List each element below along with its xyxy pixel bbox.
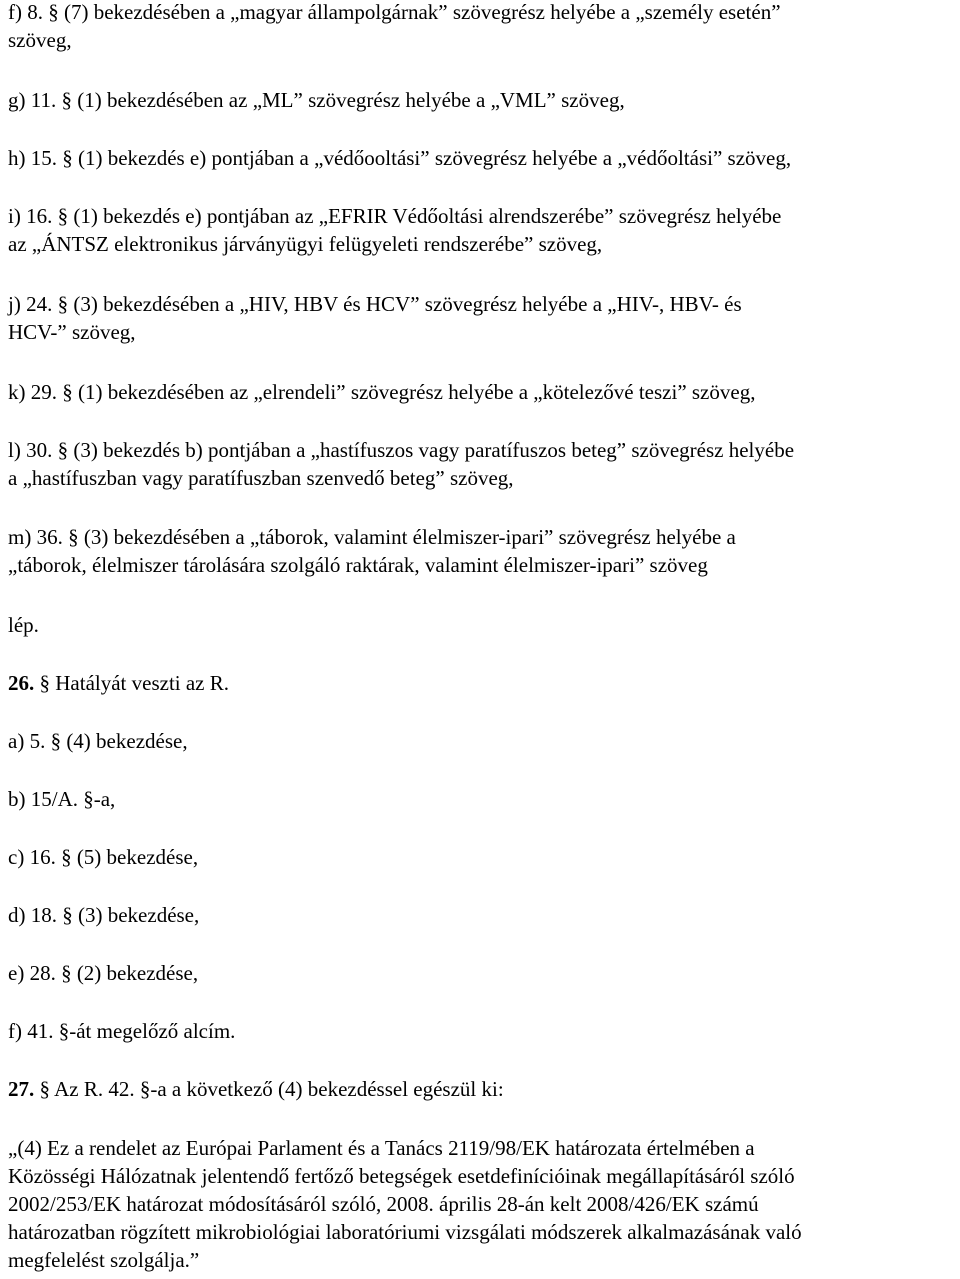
repeal-item-b <box>8 785 956 813</box>
amendment-item-h <box>8 144 956 172</box>
amendment-item-m-line-1: m) 36. § (3) bekezdésében a „táborok, valamint élelmiszer-ipari” szövegrész helyébe a <box>8 525 736 549</box>
repeal-item-f <box>8 1017 956 1045</box>
repeal-item-f-text: f) 41. §-át megelőző alcím. <box>8 1019 236 1043</box>
quoted-paragraph-line-1: „(4) Ez a rendelet az Európai Parlament és a Tanács 2119/98/EK határozata értelmében a <box>8 1136 755 1160</box>
section-26-heading <box>8 669 956 697</box>
amendment-item-l-line-1: l) 30. § (3) bekezdés b) pontjában a „hastífuszos vagy paratífuszos beteg” szövegrész helyébe <box>8 438 795 462</box>
repeal-item-e-text: e) 28. § (2) bekezdése, <box>8 961 199 985</box>
quoted-paragraph-line-3: 2002/253/EK határozat módosításáról szóló, 2008. április 28-án kelt 2008/426/EK számú <box>8 1192 759 1216</box>
amendment-item-j-line-1: j) 24. § (3) bekezdésében a „HIV, HBV és HCV” szövegrész helyébe a „HIV-, HBV- és <box>8 292 742 316</box>
amendment-item-f <box>8 0 956 54</box>
amendment-item-g <box>8 86 956 114</box>
repeal-item-c <box>8 843 956 871</box>
section-27-heading <box>8 1075 956 1103</box>
repeal-item-d <box>8 901 956 929</box>
amendment-closing-text: lép. <box>8 613 39 637</box>
repeal-item-b-text: b) 15/A. §-a, <box>8 787 116 811</box>
repeal-item-d-text: d) 18. § (3) bekezdése, <box>8 903 200 927</box>
section-26-text: § Hatályát veszti az R. <box>39 671 230 695</box>
amendment-item-j <box>8 290 956 346</box>
amendment-item-i-line-2: az „ÁNTSZ elektronikus járványügyi felügyeleti rendszerébe” szöveg, <box>8 232 603 256</box>
quoted-paragraph-4 <box>8 1134 956 1274</box>
amendment-item-k <box>8 378 956 406</box>
amendment-item-g-line-1: g) 11. § (1) bekezdésében az „ML” szövegrész helyébe a „VML” szöveg, <box>8 88 625 112</box>
amendment-item-k-line-1: k) 29. § (1) bekezdésében az „elrendeli” szövegrész helyébe a „kötelezővé teszi” szöveg, <box>8 380 756 404</box>
repeal-item-a <box>8 727 956 755</box>
repeal-item-c-text: c) 16. § (5) bekezdése, <box>8 845 199 869</box>
amendment-item-i <box>8 202 956 258</box>
amendment-item-l <box>8 436 956 492</box>
amendment-item-m <box>8 523 956 579</box>
amendment-item-m-line-2: „táborok, élelmiszer tárolására szolgáló raktárak, valamint élelmiszer-ipari” szöveg <box>8 553 708 577</box>
amendment-item-f-line-2: szöveg, <box>8 28 72 52</box>
section-26-number: 26. <box>8 671 35 695</box>
repeal-item-e <box>8 959 956 987</box>
section-27-number: 27. <box>8 1077 35 1101</box>
quoted-paragraph-line-2: Közösségi Hálózatnak jelentendő fertőző betegségek esetdefinícióinak megállapításáról szóló <box>8 1164 795 1188</box>
repeal-item-a-text: a) 5. § (4) bekezdése, <box>8 729 188 753</box>
quoted-paragraph-line-5: megfelelést szolgálja.” <box>8 1248 200 1272</box>
amendment-item-l-line-2: a „hastífuszban vagy paratífuszban szenvedő beteg” szöveg, <box>8 466 514 490</box>
quoted-paragraph-line-4: határozatban rögzített mikrobiológiai laboratóriumi vizsgálati módszerek alkalmazásának való <box>8 1220 802 1244</box>
amendment-item-j-line-2: HCV-” szöveg, <box>8 320 136 344</box>
amendment-item-i-line-1: i) 16. § (1) bekezdés e) pontjában az „EFRIR Védőoltási alrendszerébe” szövegrész helyébe <box>8 204 782 228</box>
amendment-item-f-line-1: f) 8. § (7) bekezdésében a „magyar állampolgárnak” szövegrész helyébe a „személy esetén” <box>8 0 781 24</box>
amendment-closing <box>8 611 956 639</box>
amendment-item-h-line-1: h) 15. § (1) bekezdés e) pontjában a „védőooltási” szövegrész helyébe a „védőoltási” szöveg, <box>8 146 792 170</box>
section-27-text: § Az R. 42. §-a a következő (4) bekezdéssel egészül ki: <box>39 1077 504 1101</box>
